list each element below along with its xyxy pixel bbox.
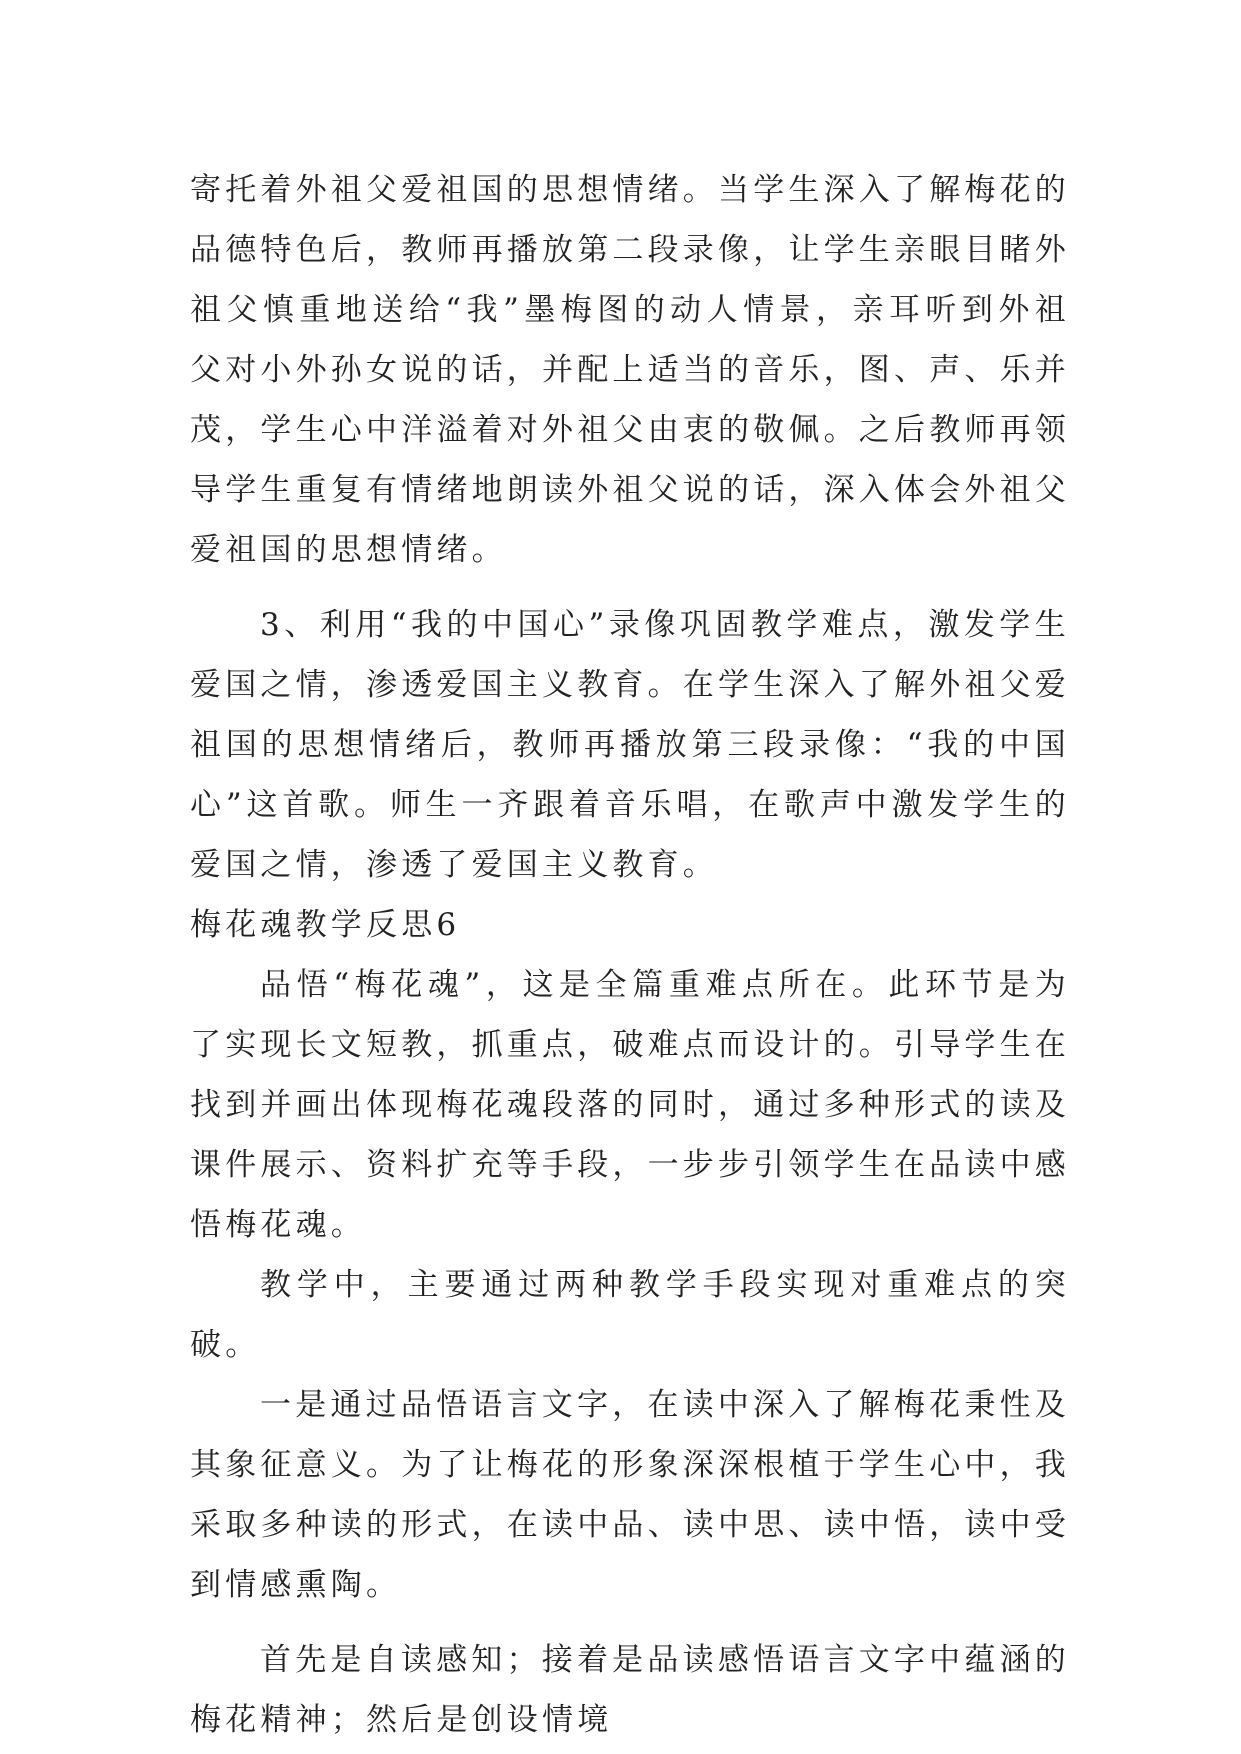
section-heading: 梅花魂教学反思6 xyxy=(190,907,461,943)
paragraph-method-one: 一是通过品悟语言文字，在读中深入了解梅花秉性及其象征意义。为了让梅花的形象深深根植于学生心中，我采取多种读的形式，在读中品、读中思、读中悟，读中受到情感熏陶。 xyxy=(190,1387,1070,1603)
paragraph-item-3: 3、利用“我的中国心”录像巩固教学难点，激发学生爱国之情，渗透爱国主义教育。在学生深入了解外祖父爱祖国的思想情绪后，教师再播放第三段录像：“我的中国心”这首歌。师生一齐跟着音乐唱，在歌声中激发学生的爱国之情，渗透了爱国主义教育。 xyxy=(190,607,1070,883)
paragraph-steps: 首先是自读感知；接着是品读感悟语言文字中蕴涵的梅花精神；然后是创设情境 xyxy=(190,1642,1070,1738)
document-body xyxy=(190,160,1070,1750)
paragraph-intro: 品悟“梅花魂”，这是全篇重难点所在。此环节是为了实现长文短教，抓重点，破难点而设计的。引导学生在找到并画出体现梅花魂段落的同时，通过多种形式的读及课件展示、资料扩充等手段，一步步引领学生在品读中感悟梅花魂。 xyxy=(190,967,1070,1243)
paragraph-continuation: 寄托着外祖父爱祖国的思想情绪。当学生深入了解梅花的品德特色后，教师再播放第二段录像，让学生亲眼目睹外祖父慎重地送给“我”墨梅图的动人情景，亲耳听到外祖父对小外孙女说的话，并配上适当的音乐，图、声、乐并茂，学生心中洋溢着对外祖父由衷的敬佩。之后教师再领导学生重复有情绪地朗读外祖父说的话，深入体会外祖父爱祖国的思想情绪。 xyxy=(190,172,1070,568)
paragraph-methods: 教学中，主要通过两种教学手段实现对重难点的突破。 xyxy=(190,1267,1070,1363)
